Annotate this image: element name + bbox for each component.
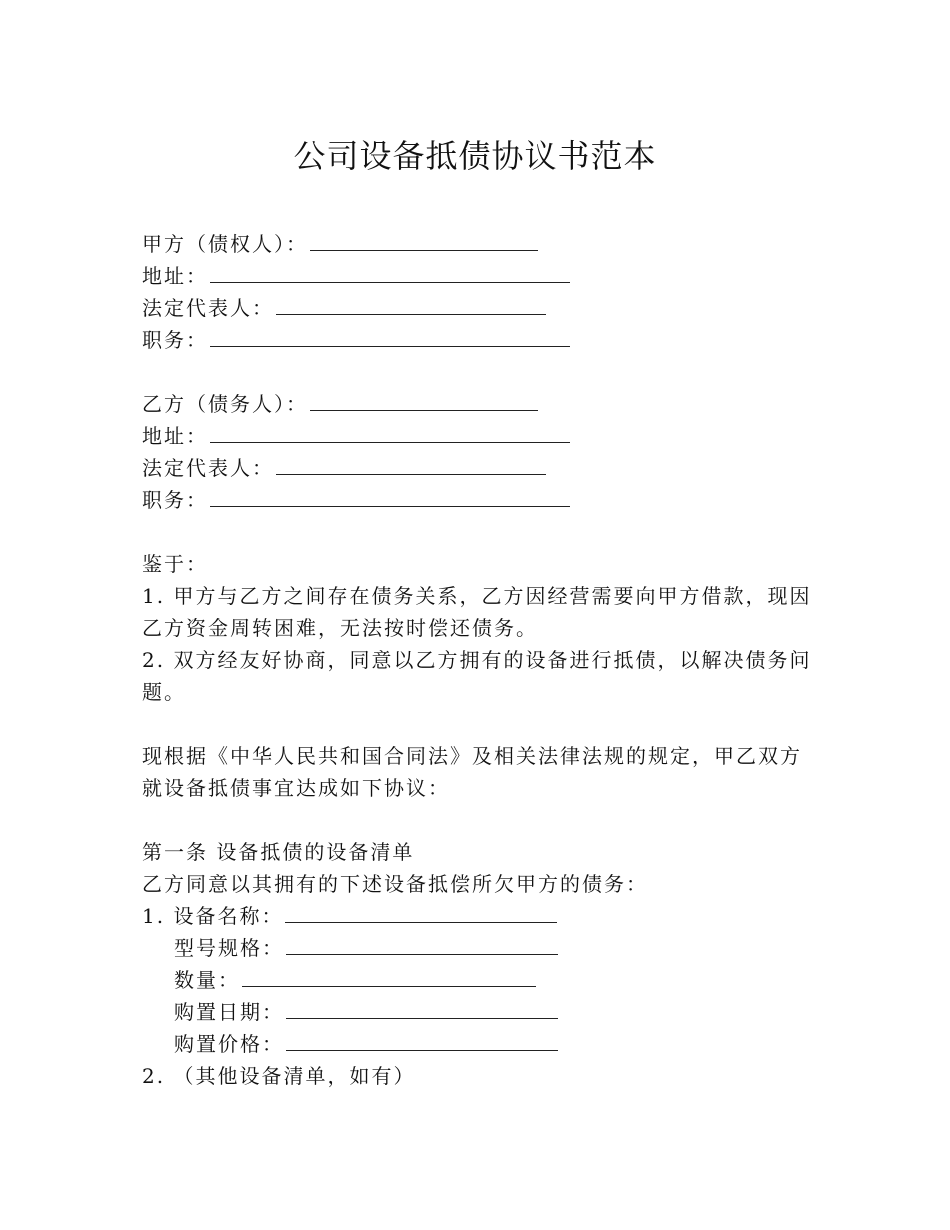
model-spec-blank[interactable] — [286, 932, 558, 955]
party-b-name-blank[interactable] — [310, 388, 538, 411]
purchase-price-blank[interactable] — [286, 1028, 558, 1051]
party-b-position-label: 职务： — [142, 488, 208, 512]
quantity-blank[interactable] — [242, 964, 536, 987]
quantity-line — [142, 964, 812, 996]
party-b-address-blank[interactable] — [210, 420, 570, 443]
document-title: 公司设备抵债协议书范本 — [293, 137, 657, 175]
party-a-rep-line — [142, 292, 812, 324]
purchase-price-line — [142, 1028, 812, 1060]
item-1-number: 1. — [142, 904, 166, 928]
party-a-position-line — [142, 324, 812, 356]
purchase-price-label: 购置价格： — [174, 1032, 284, 1056]
preamble-paragraph: 现根据《中华人民共和国合同法》及相关法律法规的规定，甲乙双方就设备抵债事宜达成如下协议： — [142, 744, 802, 800]
party-b-address-line — [142, 420, 812, 452]
party-b-heading-line — [142, 388, 812, 420]
whereas-item-2: 2. 双方经友好协商，同意以乙方拥有的设备进行抵债，以解决债务问题。 — [142, 648, 812, 704]
spacer — [142, 516, 812, 548]
equipment-name-line — [142, 900, 812, 932]
party-a-heading: 甲方（债权人）： — [142, 232, 308, 256]
purchase-date-line — [142, 996, 812, 1028]
party-b-position-line — [142, 484, 812, 516]
model-spec-label: 型号规格： — [174, 936, 284, 960]
purchase-date-blank[interactable] — [286, 996, 558, 1019]
purchase-date-label: 购置日期： — [174, 1000, 284, 1024]
equipment-name-label: 设备名称： — [173, 904, 284, 928]
spacer — [142, 708, 812, 740]
party-b-position-blank[interactable] — [210, 484, 570, 507]
party-a-rep-label: 法定代表人： — [142, 296, 274, 320]
party-a-heading-line — [142, 228, 812, 260]
spacer — [142, 356, 812, 388]
party-a-rep-blank[interactable] — [276, 292, 546, 315]
whereas-item-1: 1. 甲方与乙方之间存在债务关系，乙方因经营需要向甲方借款，现因乙方资金周转困难，无法按时偿还债务。 — [142, 584, 812, 640]
party-b-heading: 乙方（债务人）： — [142, 392, 308, 416]
party-b-rep-blank[interactable] — [276, 452, 546, 475]
party-a-position-label: 职务： — [142, 328, 208, 352]
document-body — [142, 228, 812, 1092]
party-a-address-label: 地址： — [142, 264, 208, 288]
spacer — [142, 804, 812, 836]
party-a-position-blank[interactable] — [210, 324, 570, 347]
quantity-label: 数量： — [174, 968, 240, 992]
article-1-intro: 乙方同意以其拥有的下述设备抵偿所欠甲方的债务： — [142, 872, 648, 896]
model-spec-line — [142, 932, 812, 964]
party-a-address-line — [142, 260, 812, 292]
article-1-heading: 第一条 设备抵债的设备清单 — [142, 840, 415, 864]
equipment-name-blank[interactable] — [285, 900, 557, 923]
whereas-heading: 鉴于： — [142, 552, 208, 576]
party-b-rep-label: 法定代表人： — [142, 456, 274, 480]
party-b-address-label: 地址： — [142, 424, 208, 448]
party-b-rep-line — [142, 452, 812, 484]
item-2-line: 2. （其他设备清单，如有） — [142, 1064, 416, 1088]
party-a-address-blank[interactable] — [210, 260, 570, 283]
party-a-name-blank[interactable] — [310, 228, 538, 251]
